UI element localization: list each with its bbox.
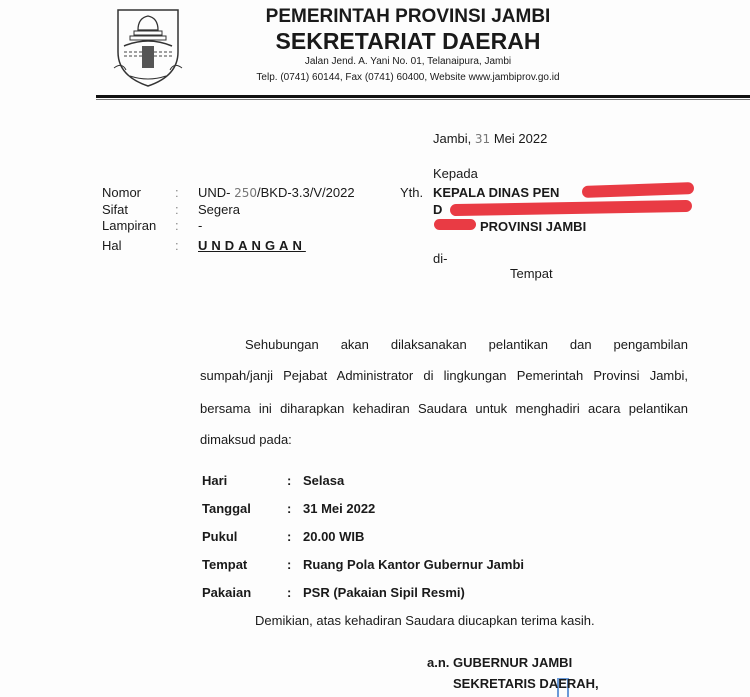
- letterhead-address: Jalan Jend. A. Yani No. 01, Telanaipura, Jambi: [304, 56, 512, 67]
- body-line-3: bersama ini diharapkan kehadiran Saudara untuk menghadiri acara pelantikan: [200, 401, 688, 416]
- letterhead-government: PEMERINTAH PROVINSI JAMBI: [265, 6, 551, 27]
- colon: :: [287, 557, 292, 572]
- nomor-handwritten: 250: [234, 186, 258, 200]
- colon: :: [175, 218, 179, 233]
- colon: :: [175, 238, 179, 253]
- detail-value-hari: Selasa: [303, 473, 345, 488]
- redaction-mark: [434, 219, 476, 230]
- di-label: di-: [433, 251, 448, 266]
- nomor-prefix: UND-: [198, 185, 235, 200]
- redaction-mark: [450, 200, 692, 216]
- yth-label: Yth.: [400, 185, 424, 200]
- date-day-handwritten: 31: [474, 132, 491, 146]
- hal-value: UNDANGAN: [198, 238, 306, 253]
- body-line-1: Sehubungan akan dilaksanakan pelantikan dan pengambilan: [245, 337, 688, 352]
- hal-label: Hal: [102, 238, 122, 253]
- nomor-value: [198, 185, 355, 200]
- body-line-4: dimaksud pada:: [200, 432, 292, 447]
- recipient-line-2: D: [433, 202, 443, 217]
- nomor-suffix: /BKD-3.3/V/2022: [257, 185, 355, 200]
- detail-value-tempat: Ruang Pola Kantor Gubernur Jambi: [303, 557, 525, 572]
- letterhead-divider: [96, 95, 750, 98]
- date-place: Jambi,: [433, 131, 472, 146]
- detail-value-pukul: 20.00 WIB: [303, 529, 365, 544]
- detail-value-tanggal: 31 Mei 2022: [303, 501, 376, 516]
- detail-value-pakaian: PSR (Pakaian Sipil Resmi): [303, 585, 465, 600]
- colon: :: [287, 501, 292, 516]
- letter-date: [433, 131, 547, 146]
- date-month-year: Mei 2022: [493, 131, 548, 146]
- detail-label-pukul: Pukul: [202, 529, 238, 544]
- signature-line-1: a.n. GUBERNUR JAMBI: [427, 655, 573, 670]
- detail-label-pakaian: Pakaian: [202, 585, 252, 600]
- body-line-2: sumpah/janji Pejabat Administrator di lingkungan Pemerintah Provinsi Jambi,: [200, 368, 688, 383]
- detail-label-tanggal: Tanggal: [202, 501, 251, 516]
- recipient-line-3: PROVINSI JAMBI: [480, 219, 587, 234]
- sifat-value: Segera: [198, 202, 240, 217]
- tempat-label: Tempat: [510, 266, 553, 281]
- lampiran-label: Lampiran: [102, 218, 157, 233]
- colon: :: [287, 585, 292, 600]
- detail-label-hari: Hari: [202, 473, 228, 488]
- sifat-label: Sifat: [102, 202, 129, 217]
- signature-line-2: SEKRETARIS DAERAH,: [453, 676, 599, 691]
- letterhead-office: SEKRETARIAT DAERAH: [275, 28, 541, 54]
- colon: :: [287, 529, 292, 544]
- colon: :: [175, 185, 179, 200]
- detail-label-tempat: Tempat: [202, 557, 248, 572]
- letterhead-contact: Telp. (0741) 60144, Fax (0741) 60400, Website www.jambiprov.go.id: [256, 72, 560, 83]
- colon: :: [287, 473, 292, 488]
- letterhead-divider-thin: [96, 99, 750, 100]
- kepada-label: Kepada: [433, 166, 478, 181]
- recipient-line-1: KEPALA DINAS PEN: [433, 185, 560, 200]
- lampiran-value: -: [198, 218, 203, 233]
- closing-text: Demikian, atas kehadiran Saudara diucapkan terima kasih.: [255, 613, 595, 628]
- colon: :: [175, 202, 179, 217]
- redaction-mark: [582, 182, 694, 198]
- nomor-label: Nomor: [102, 185, 142, 200]
